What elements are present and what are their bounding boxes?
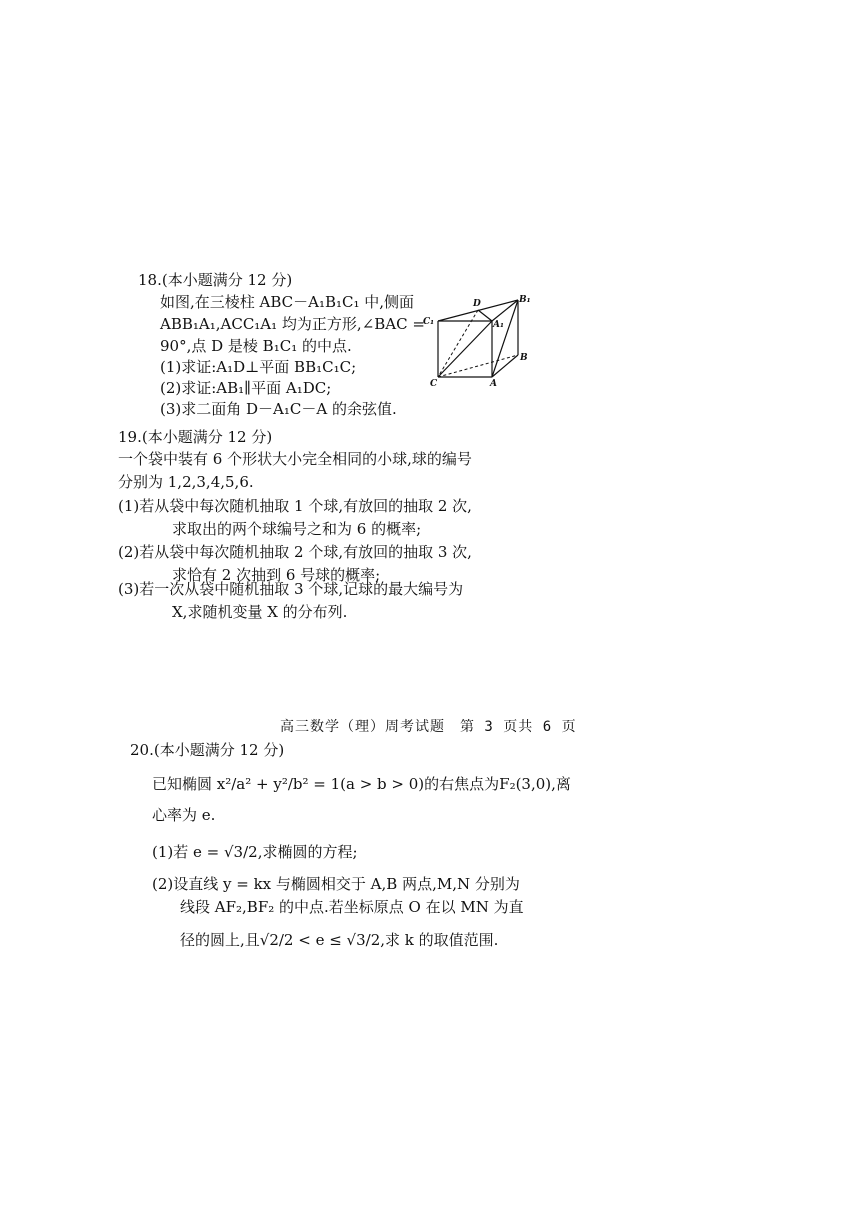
label-a: A <box>490 379 497 389</box>
q19-header: 19.(本小题满分 12 分) <box>118 428 273 446</box>
segment-a1-c <box>438 321 492 377</box>
label-a1: A₁ <box>493 320 504 330</box>
q18-text-line-2: ABB₁A₁,ACC₁A₁ 均为正方形,∠BAC = <box>160 315 425 333</box>
hidden-edge-c-b <box>438 355 518 377</box>
prism-figure <box>420 282 535 390</box>
q19-part-1-line-1: (1)若从袋中每次随机抽取 1 个球,有放回的抽取 2 次, <box>118 497 472 515</box>
q18-part-1: (1)求证:A₁D⊥平面 BB₁C₁C; <box>160 358 357 376</box>
hidden-segment-d-c <box>438 310 478 377</box>
q18-part-3: (3)求二面角 D－A₁C－A 的余弦值. <box>160 400 397 418</box>
q20-part-2-line-2: 线段 AF₂,BF₂ 的中点.若坐标原点 O 在以 MN 为直 <box>180 898 524 916</box>
q18-part-2: (2)求证:AB₁∥平面 A₁DC; <box>160 379 332 397</box>
label-c1: C₁ <box>423 317 435 327</box>
q19-part-3-line-1: (3)若一次从袋中随机抽取 3 个球,记球的最大编号为 <box>118 580 464 598</box>
q20-text-line-1: 已知椭圆 x²/a² + y²/b² = 1(a > b > 0)的右焦点为F₂(3,0),离 <box>152 775 571 793</box>
q19-part-2-line-2: 求恰有 2 次抽到 6 号球的概率; <box>172 566 381 584</box>
q19-part-2-line-1: (2)若从袋中每次随机抽取 2 个球,有放回的抽取 3 次, <box>118 543 472 561</box>
page-footer: 高三数学（理）周考试题 第 3 页共 6 页 <box>280 719 577 735</box>
q18-text-line-3: 90°,点 D 是棱 B₁C₁ 的中点. <box>160 337 352 355</box>
label-b1: B₁ <box>519 295 531 305</box>
q19-part-3-line-2: X,求随机变量 X 的分布列. <box>172 603 348 621</box>
q20-part-2-line-1: (2)设直线 y = kx 与椭圆相交于 A,B 两点,M,N 分别为 <box>152 875 520 893</box>
label-d: D <box>473 299 481 309</box>
label-c: C <box>430 379 438 389</box>
q19-text-line-1: 一个袋中装有 6 个形状大小完全相同的小球,球的编号 <box>118 450 472 468</box>
q20-text-line-2: 心率为 e. <box>152 806 216 824</box>
q18-text-line-1: 如图,在三棱柱 ABC－A₁B₁C₁ 中,侧面 <box>160 293 415 311</box>
q20-header: 20.(本小题满分 12 分) <box>130 741 285 759</box>
q20-part-2-line-3: 径的圆上,且√2/2 < e ≤ √3/2,求 k 的取值范围. <box>180 931 499 949</box>
q19-text-line-2: 分别为 1,2,3,4,5,6. <box>118 473 254 491</box>
label-b: B <box>520 353 528 363</box>
q20-part-1: (1)若 e = √3/2,求椭圆的方程; <box>152 843 358 861</box>
q18-header: 18.(本小题满分 12 分) <box>138 271 293 289</box>
segment-a1-d <box>478 310 492 321</box>
q19-part-1-line-2: 求取出的两个球编号之和为 6 的概率; <box>172 520 422 538</box>
